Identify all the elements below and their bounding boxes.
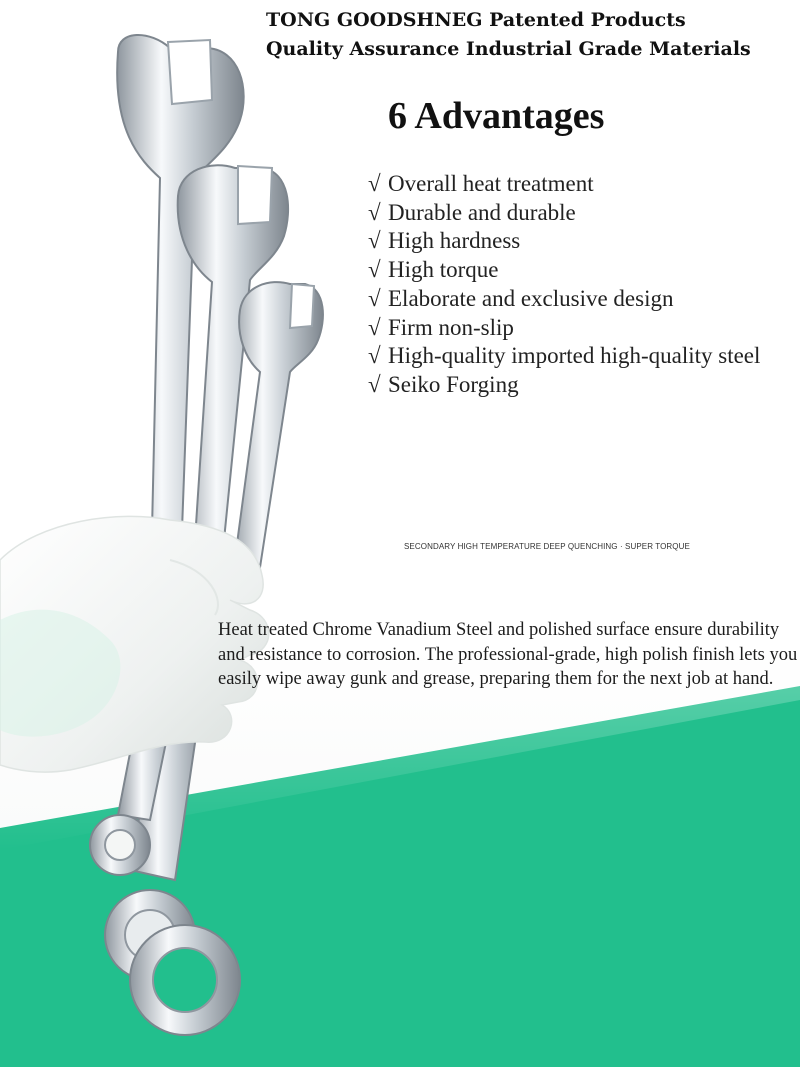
check-icon: √ <box>368 228 381 254</box>
advantage-text: High hardness <box>388 228 521 254</box>
advantage-text: Seiko Forging <box>388 371 519 397</box>
list-item <box>368 227 800 256</box>
product-description: Heat treated Chrome Vanadium Steel and polished surface ensure durability and resistance to corrosion. The professional-grade, high polish finish lets you easily wipe away gunk and grease, preparing them for the next job at hand. <box>218 620 798 689</box>
advantage-text: Elaborate and exclusive design <box>388 285 674 311</box>
advantage-text: Overall heat treatment <box>388 171 594 196</box>
check-icon: √ <box>368 171 381 196</box>
list-item <box>368 256 800 285</box>
list-item <box>368 285 800 314</box>
advantage-text: High-quality imported high-quality steel <box>388 343 761 369</box>
check-icon: √ <box>368 314 381 340</box>
header-line-1: TONG GOODSHNEG Patented Products <box>266 9 686 31</box>
check-icon: √ <box>368 257 381 283</box>
list-item <box>368 314 800 343</box>
brand-header <box>266 6 800 64</box>
advantages-title: 6 Advantages <box>388 95 605 137</box>
header-line-2: Quality Assurance Industrial Grade Materials <box>266 38 751 60</box>
check-icon: √ <box>368 371 381 397</box>
check-icon: √ <box>368 343 381 369</box>
list-item <box>368 170 800 199</box>
advantage-text: Firm non-slip <box>388 314 514 340</box>
check-icon: √ <box>368 285 381 311</box>
quenching-caption: SECONDARY HIGH TEMPERATURE DEEP QUENCHING · SUPER TORQUE <box>404 542 690 551</box>
advantages-list <box>368 170 800 400</box>
advantage-text: High torque <box>388 257 499 283</box>
list-item <box>368 342 800 371</box>
advantage-text: Durable and durable <box>388 199 576 225</box>
check-icon: √ <box>368 199 381 225</box>
list-item <box>368 371 800 400</box>
list-item <box>368 199 800 228</box>
